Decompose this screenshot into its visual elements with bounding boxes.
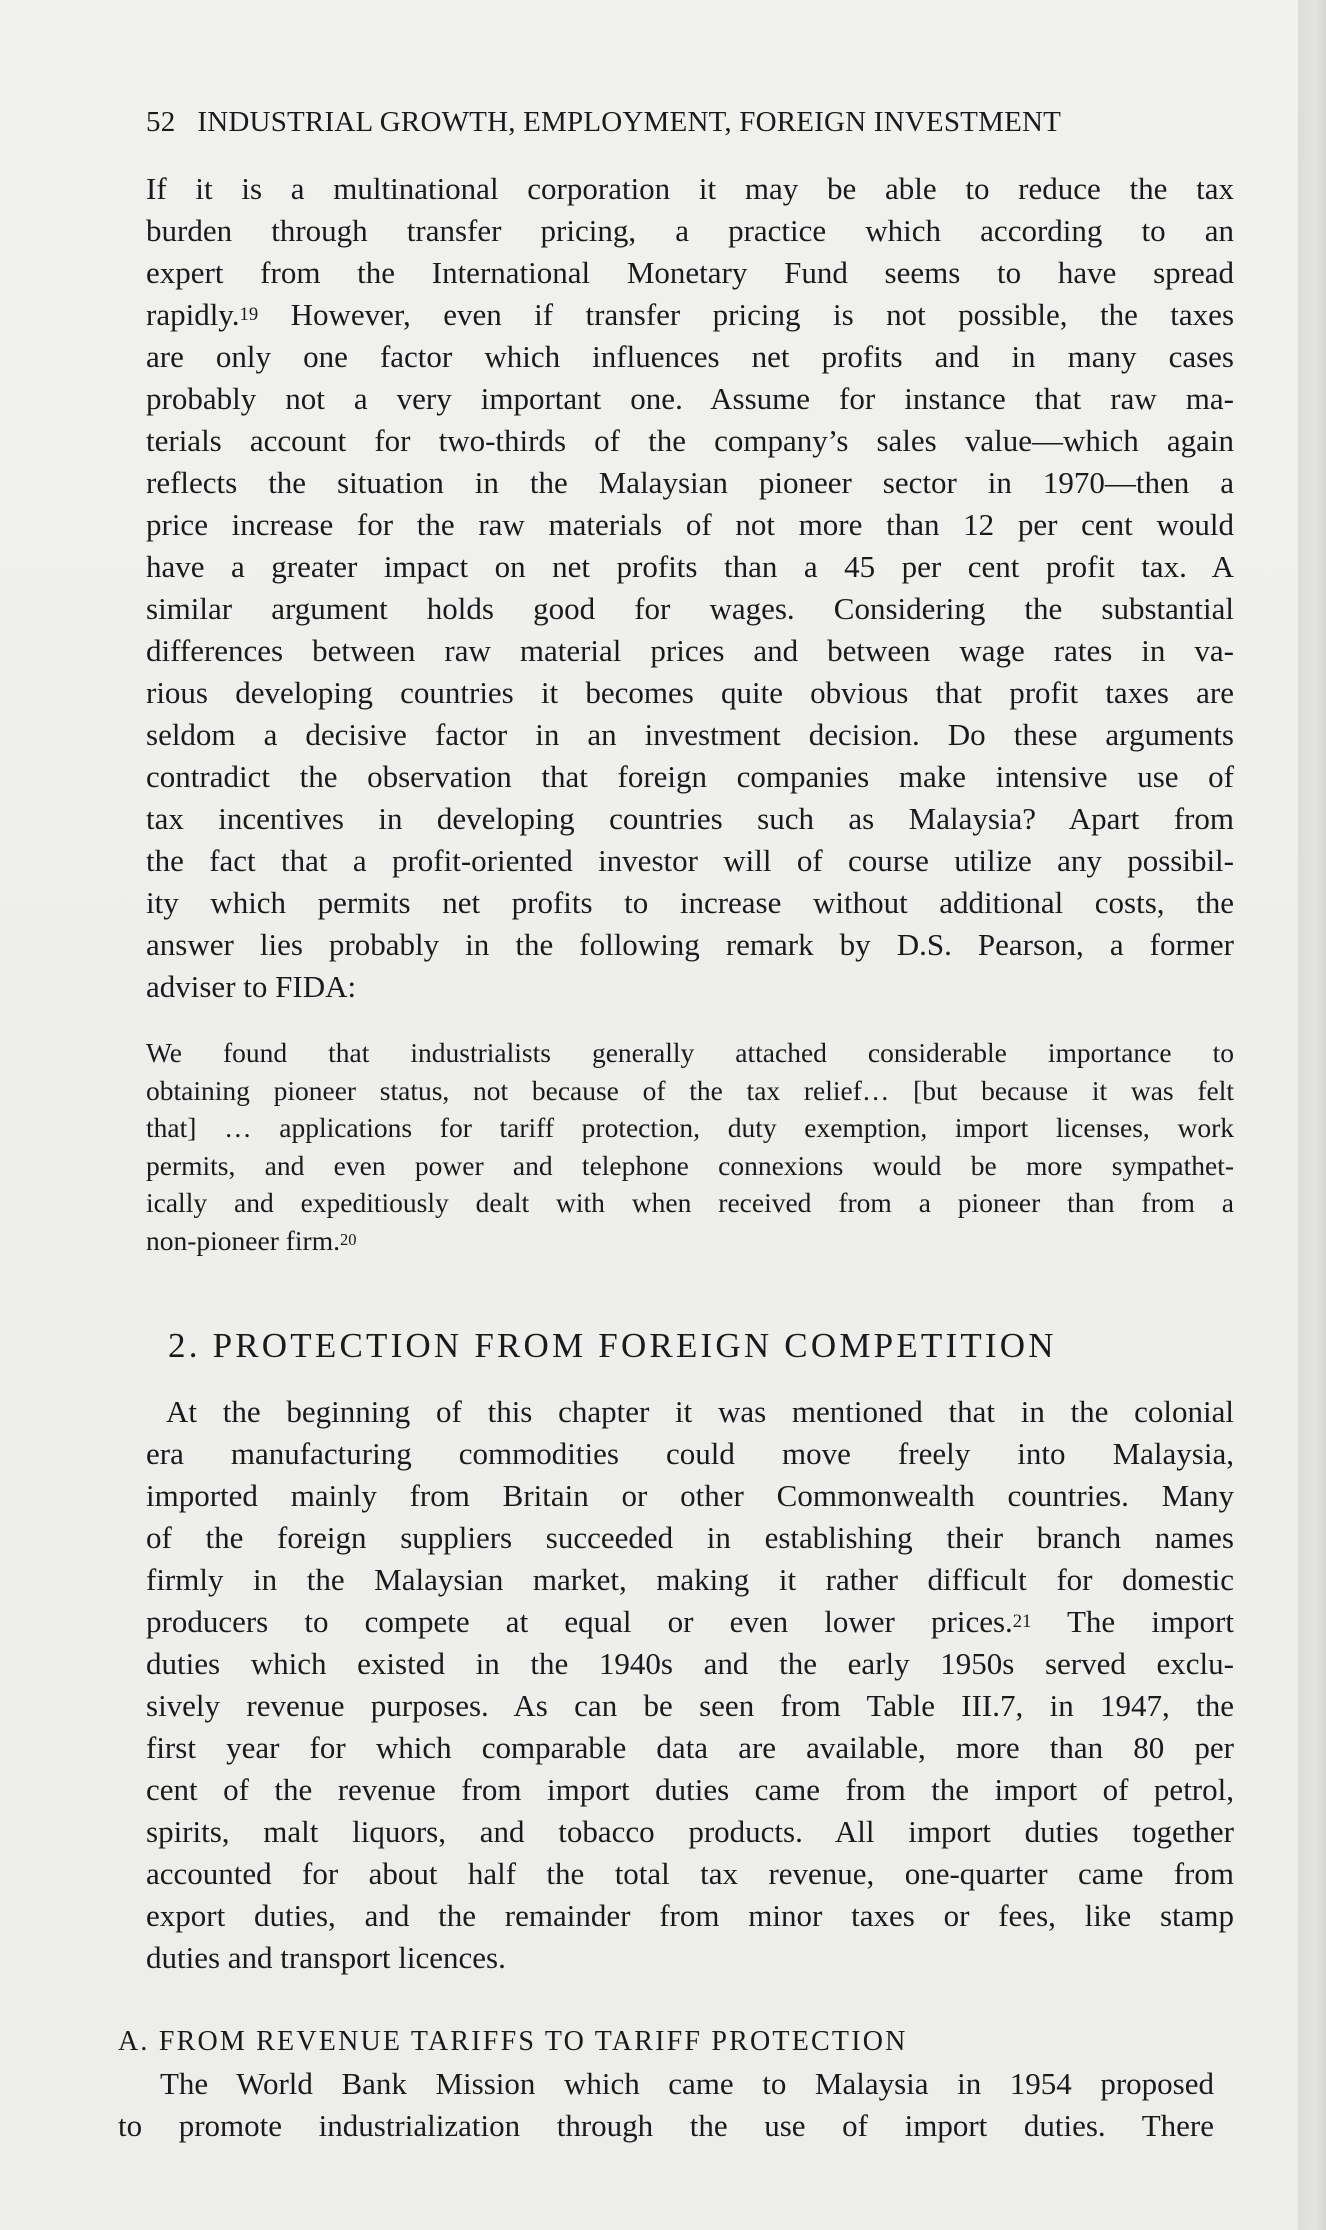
paragraph-transfer-pricing (146, 168, 1234, 1008)
text-line: The World Bank Mission which came to Malaysia in 1954 proposed (160, 2066, 1214, 2101)
quote-line: permits, and even power and telephone connexions would be more sympathet- (146, 1149, 1234, 1181)
subsection-heading-tariffs: A. FROM REVENUE TARIFFS TO TARIFF PROTECTION (118, 2026, 908, 2057)
text-line: export duties, and the remainder from minor taxes or fees, like stamp (146, 1898, 1234, 1933)
text-line: adviser to FIDA: (146, 969, 357, 1004)
text-line: expert from the International Monetary Fund seems to have spread (146, 255, 1234, 290)
text-line: firmly in the Malaysian market, making it rather difficult for domestic (146, 1562, 1234, 1597)
footnote-ref-19: 19 (239, 304, 259, 326)
text-line: differences between raw material prices and between wage rates in va- (146, 633, 1234, 668)
section-heading-protection: 2. PROTECTION FROM FOREIGN COMPETITION (168, 1326, 1057, 1365)
text-line: ity which permits net profits to increase without additional costs, the (146, 885, 1234, 920)
text-fragment: The import (1066, 1604, 1234, 1639)
text-line (146, 1601, 1234, 1643)
text-line: terials account for two-thirds of the company’s sales value—which again (146, 423, 1234, 458)
text-line: seldom a decisive factor in an investment decision. Do these arguments (146, 717, 1234, 752)
text-line: to promote industrialization through the use of import duties. There (118, 2108, 1214, 2143)
text-line: accounted for about half the total tax revenue, one-quarter came from (146, 1856, 1234, 1891)
text-line: sively revenue purposes. As can be seen from Table III.7, in 1947, the (146, 1688, 1234, 1723)
text-line: price increase for the raw materials of not more than 12 per cent would (146, 507, 1234, 542)
quote-line: obtaining pioneer status, not because of the tax relief… [but because it was felt (146, 1074, 1234, 1106)
page-number: 52 (146, 106, 176, 138)
text-line: era manufacturing commodities could move freely into Malaysia, (146, 1436, 1234, 1471)
text-line (146, 294, 1234, 336)
text-line: burden through transfer pricing, a practice which according to an (146, 213, 1234, 248)
text-line: first year for which comparable data are available, more than 80 per (146, 1730, 1234, 1765)
text-line: similar argument holds good for wages. Considering the substantial (146, 591, 1234, 626)
paragraph-colonial-era (146, 1391, 1234, 1979)
quote-line: We found that industrialists generally attached considerable importance to (146, 1037, 1234, 1068)
text-fragment: producers to compete at equal or even lower prices. (146, 1604, 1013, 1639)
text-line: of the foreign suppliers succeeded in establishing their branch names (146, 1520, 1234, 1555)
running-head (146, 106, 1236, 139)
text-line: the fact that a profit-oriented investor will of course utilize any possibil- (146, 843, 1234, 878)
text-line: spirits, malt liquors, and tobacco products. All import duties together (146, 1814, 1234, 1849)
text-line: tax incentives in developing countries such as Malaysia? Apart from (146, 801, 1234, 836)
text-line: rious developing countries it becomes quite obvious that profit taxes are (146, 675, 1234, 710)
running-head-title: INDUSTRIAL GROWTH, EMPLOYMENT, FOREIGN INVESTMENT (197, 106, 1062, 138)
text-line: probably not a very important one. Assume for instance that raw ma- (146, 381, 1234, 416)
text-fragment: rapidly. (146, 297, 240, 332)
text-line: contradict the observation that foreign companies make intensive use of (146, 759, 1234, 794)
text-line: answer lies probably in the following remark by D.S. Pearson, a former (146, 927, 1234, 962)
page-edge-shadow (1298, 0, 1326, 2230)
text-line: are only one factor which influences net profits and in many cases (146, 339, 1234, 374)
text-line: At the beginning of this chapter it was mentioned that in the colonial (166, 1394, 1234, 1429)
text-fragment: However, even if transfer pricing is not possible, the taxes (290, 297, 1235, 332)
text-line: duties which existed in the 1940s and the early 1950s served exclu- (146, 1646, 1234, 1681)
text-fragment: non-pioneer firm. (146, 1224, 340, 1256)
text-line: reflects the situation in the Malaysian pioneer sector in 1970—then a (146, 465, 1234, 500)
text-line: duties and transport licences. (146, 1940, 506, 1975)
block-quote-pearson (146, 1034, 1234, 1259)
text-line: If it is a multinational corporation it may be able to reduce the tax (146, 171, 1234, 206)
text-line: cent of the revenue from import duties came from the import of petrol, (146, 1772, 1234, 1807)
paragraph-world-bank (118, 2063, 1214, 2147)
quote-line: ically and expeditiously dealt with when received from a pioneer than from a (146, 1187, 1234, 1218)
text-line: have a greater impact on net profits than a 45 per cent profit tax. A (146, 549, 1234, 584)
footnote-ref-20: 20 (339, 1230, 357, 1250)
quote-line: that] … applications for tariff protection, duty exemption, import licenses, work (146, 1112, 1234, 1143)
footnote-ref-21: 21 (1012, 1611, 1032, 1633)
text-line: imported mainly from Britain or other Commonwealth countries. Many (146, 1478, 1234, 1513)
quote-line (146, 1222, 1234, 1260)
